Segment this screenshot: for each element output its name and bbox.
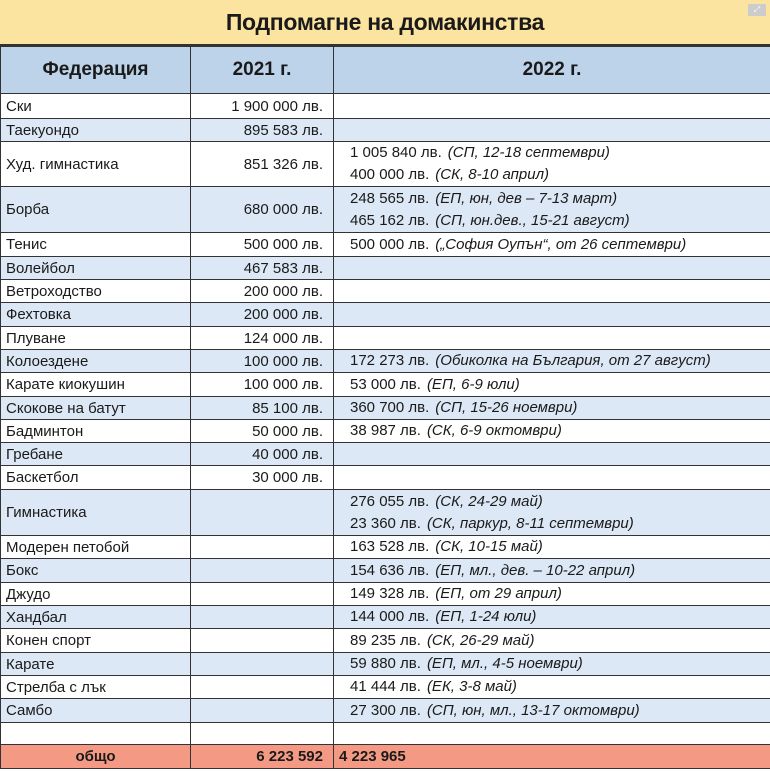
federation-name: Бокс: [1, 559, 191, 583]
entry-2022: [350, 188, 765, 210]
amounts-2022: [334, 142, 770, 187]
table-row: [1, 559, 770, 583]
entry-amount: 276 055 лв.: [350, 492, 430, 510]
amounts-2022: [334, 94, 770, 119]
amount-2021: 50 000 лв.: [191, 420, 334, 443]
entry-note: (Обиколка на България, от 27 август): [435, 352, 711, 369]
amount-2021: [191, 699, 334, 723]
entry-note: (ЕП, от 29 април): [435, 585, 562, 602]
entry-2022: [350, 210, 765, 232]
amounts-2022: [334, 233, 770, 257]
federation-name: Хандбал: [1, 606, 191, 629]
federation-name: Гребане: [1, 443, 191, 466]
amount-2021: 851 326 лв.: [191, 142, 334, 187]
entry-2022: [350, 142, 765, 164]
entry-2022: [350, 374, 765, 396]
federation-name: Ветроходство: [1, 280, 191, 303]
amounts-2022: [334, 280, 770, 303]
amount-2021: 1 900 000 лв.: [191, 94, 334, 119]
table-row: [1, 420, 770, 443]
table-row: [1, 303, 770, 327]
amount-2021: [191, 653, 334, 676]
federation-name: Модерен петобой: [1, 536, 191, 559]
amounts-2022: [334, 443, 770, 466]
entry-note: (ЕП, мл., 4-5 ноември): [426, 655, 583, 672]
table-row: [1, 327, 770, 350]
entry-2022: [350, 234, 765, 256]
federation-name: Бадминтон: [1, 420, 191, 443]
table-row: [1, 142, 770, 187]
amount-2021: [191, 490, 334, 536]
entry-2022: [350, 676, 765, 698]
table-title: Подпомагне на домакинства: [0, 0, 770, 46]
amounts-2022: [334, 536, 770, 559]
entry-2022: [350, 700, 765, 722]
entry-note: (СК, 6-9 октомври): [426, 422, 562, 439]
amount-2021: 85 100 лв.: [191, 397, 334, 420]
amounts-2022: [334, 420, 770, 443]
entry-amount: 27 300 лв.: [350, 701, 421, 719]
entry-note: (ЕП, 6-9 юли): [426, 375, 520, 393]
funding-table: [0, 46, 770, 769]
entry-note: (СК, 8-10 април): [435, 166, 550, 183]
amounts-2022: [334, 466, 770, 490]
amount-2021: [191, 723, 334, 745]
entry-2022: [350, 420, 765, 442]
amount-2021: [191, 559, 334, 583]
entry-amount: 248 565 лв.: [350, 189, 430, 207]
federation-name: Гимнастика: [1, 490, 191, 536]
amounts-2022: [334, 699, 770, 723]
amounts-2022: [334, 653, 770, 676]
federation-name: Фехтовка: [1, 303, 191, 327]
amounts-2022: [334, 187, 770, 233]
amount-2021: [191, 583, 334, 606]
federation-name: Самбо: [1, 699, 191, 723]
federation-name: Стрелба с лък: [1, 676, 191, 699]
entry-amount: 400 000 лв.: [350, 166, 430, 183]
entry-amount: 59 880 лв.: [350, 655, 421, 672]
amounts-2022: [334, 327, 770, 350]
entry-amount: 38 987 лв.: [350, 422, 421, 439]
entry-amount: 144 000 лв.: [350, 608, 430, 625]
table-row: [1, 629, 770, 653]
table-row: [1, 280, 770, 303]
federation-name: Борба: [1, 187, 191, 233]
table-row: [1, 397, 770, 420]
entry-2022: [350, 350, 765, 372]
table-row: [1, 94, 770, 119]
table-row: [1, 676, 770, 699]
amounts-2022: [334, 303, 770, 327]
table-row: [1, 187, 770, 233]
table-row: [1, 490, 770, 536]
table-row: [1, 536, 770, 559]
entry-amount: 89 235 лв.: [350, 631, 421, 649]
entry-amount: 360 700 лв.: [350, 399, 430, 416]
entry-2022: [350, 491, 765, 513]
amounts-2022: [334, 583, 770, 606]
amount-2021: 100 000 лв.: [191, 373, 334, 397]
amount-2021: 30 000 лв.: [191, 466, 334, 490]
entry-note: (СК, 10-15 май): [435, 538, 543, 555]
federation-name: Баскетбол: [1, 466, 191, 490]
entry-2022: [350, 536, 765, 558]
total-label: общо: [1, 745, 191, 769]
amount-2021: 100 000 лв.: [191, 350, 334, 373]
amount-2021: [191, 536, 334, 559]
amounts-2022: [334, 350, 770, 373]
federation-name: Конен спорт: [1, 629, 191, 653]
table-row: [1, 373, 770, 397]
federation-name: Плуване: [1, 327, 191, 350]
entry-amount: 154 636 лв.: [350, 561, 430, 579]
entry-amount: 41 444 лв.: [350, 678, 421, 695]
entry-amount: 172 273 лв.: [350, 352, 430, 369]
table-row: [1, 723, 770, 745]
total-2022: 4 223 965: [334, 745, 770, 769]
table-row: [1, 233, 770, 257]
header-2022: 2022 г.: [334, 47, 770, 94]
total-2021: 6 223 592: [191, 745, 334, 769]
table-row: [1, 119, 770, 142]
entry-note: (СК, 24-29 май): [435, 492, 543, 510]
entry-note: (ЕП, мл., дев. – 10-22 април): [435, 561, 636, 579]
amount-2021: 124 000 лв.: [191, 327, 334, 350]
amounts-2022: [334, 373, 770, 397]
entry-amount: 23 360 лв.: [350, 514, 421, 532]
entry-2022: [350, 397, 765, 419]
amounts-2022: [334, 676, 770, 699]
federation-name: Тенис: [1, 233, 191, 257]
amount-2021: 40 000 лв.: [191, 443, 334, 466]
amounts-2022: [334, 606, 770, 629]
entry-amount: 149 328 лв.: [350, 585, 430, 602]
amounts-2022: [334, 119, 770, 142]
amount-2021: [191, 676, 334, 699]
entry-note: („София Оупън“, от 26 септември): [435, 235, 687, 253]
entry-2022: [350, 513, 765, 535]
amounts-2022: [334, 723, 770, 745]
federation-name: Колоездене: [1, 350, 191, 373]
table-row: [1, 443, 770, 466]
total-row: [1, 745, 770, 769]
amount-2021: 467 583 лв.: [191, 257, 334, 280]
table-row: [1, 466, 770, 490]
amount-2021: [191, 629, 334, 653]
entry-2022: [350, 630, 765, 652]
entry-note: (ЕП, юн, дев – 7-13 март): [435, 189, 618, 207]
entry-note: (СП, 12-18 септември): [447, 144, 610, 161]
amounts-2022: [334, 257, 770, 280]
header-federation: Федерация: [1, 47, 191, 94]
federation-name: Таекуондо: [1, 119, 191, 142]
entry-amount: 1 005 840 лв.: [350, 144, 442, 161]
table-row: [1, 583, 770, 606]
entry-note: (СП, юн, мл., 13-17 октомври): [426, 701, 640, 719]
amount-2021: [191, 606, 334, 629]
entry-note: (СП, 15-26 ноември): [435, 399, 578, 416]
entry-note: (СК, 26-29 май): [426, 631, 535, 649]
table-row: [1, 699, 770, 723]
federation-name: Джудо: [1, 583, 191, 606]
federation-name: Волейбол: [1, 257, 191, 280]
entry-amount: 500 000 лв.: [350, 235, 430, 253]
entry-note: (СП, юн.дев., 15-21 август): [435, 211, 630, 229]
amount-2021: 500 000 лв.: [191, 233, 334, 257]
entry-2022: [350, 606, 765, 628]
federation-name: [1, 723, 191, 745]
expand-icon[interactable]: ⤢: [748, 4, 766, 16]
amounts-2022: [334, 559, 770, 583]
header-2021: 2021 г.: [191, 47, 334, 94]
amount-2021: 200 000 лв.: [191, 280, 334, 303]
amounts-2022: [334, 397, 770, 420]
federation-name: Скокове на батут: [1, 397, 191, 420]
table-row: [1, 606, 770, 629]
table-row: [1, 350, 770, 373]
table-row: [1, 653, 770, 676]
amount-2021: 895 583 лв.: [191, 119, 334, 142]
entry-2022: [350, 560, 765, 582]
entry-amount: 465 162 лв.: [350, 211, 430, 229]
entry-2022: [350, 583, 765, 605]
amount-2021: 200 000 лв.: [191, 303, 334, 327]
entry-note: (ЕП, 1-24 юли): [435, 608, 537, 625]
amount-2021: 680 000 лв.: [191, 187, 334, 233]
entry-2022: [350, 653, 765, 675]
table-row: [1, 257, 770, 280]
entry-note: (СК, паркур, 8-11 септември): [426, 514, 634, 532]
entry-amount: 53 000 лв.: [350, 375, 421, 393]
header-row: [1, 47, 770, 94]
amounts-2022: [334, 490, 770, 536]
federation-name: Карате киокушин: [1, 373, 191, 397]
federation-name: Ски: [1, 94, 191, 119]
entry-amount: 163 528 лв.: [350, 538, 430, 555]
federation-name: Худ. гимнастика: [1, 142, 191, 187]
entry-2022: [350, 164, 765, 186]
federation-name: Карате: [1, 653, 191, 676]
amounts-2022: [334, 629, 770, 653]
entry-note: (ЕК, 3-8 май): [426, 678, 517, 695]
